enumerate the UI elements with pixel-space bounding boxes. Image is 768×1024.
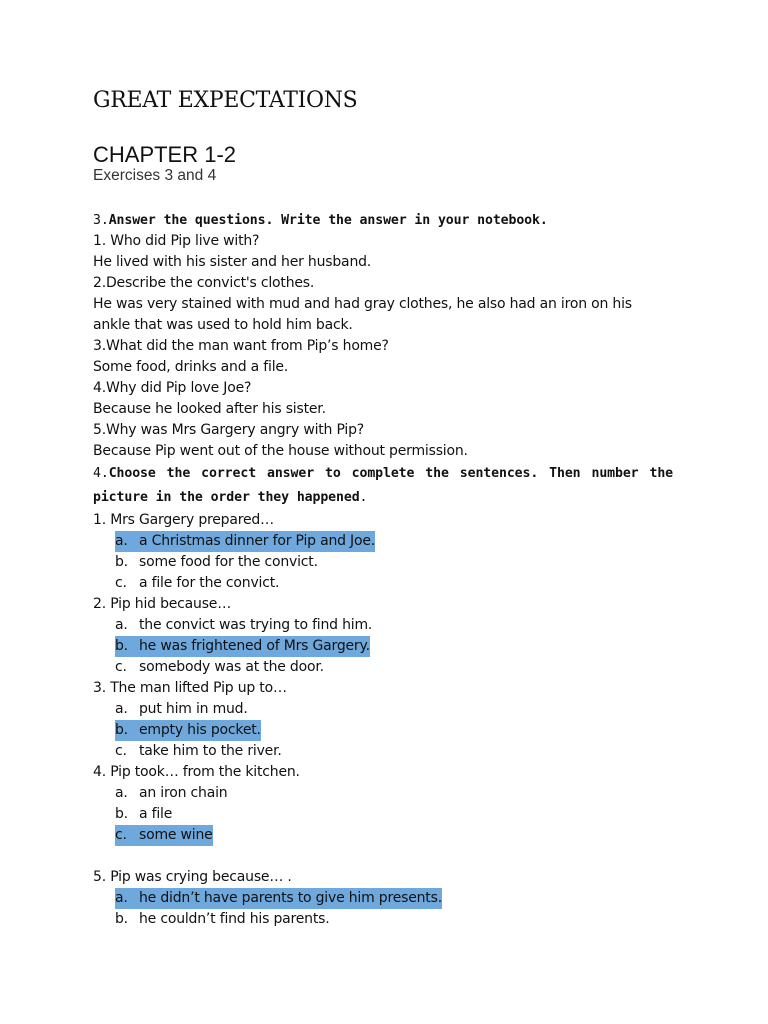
exercise-3-number: 3. [93,213,109,228]
mc-question: 5. Pip was crying because… . [93,869,292,885]
exercise-4-instruction-tail: . Then number the picture in the order they happened [93,466,673,505]
document-page [93,86,673,930]
option-text: some wine [139,827,213,843]
exercise-4-heading [93,462,673,510]
option-item-selected [93,888,673,909]
option-letter: a. [115,785,128,801]
option-text: a file [139,806,173,822]
option-item-selected [93,825,673,846]
option-text: he didn’t have parents to give him presents. [139,890,442,906]
option-text: a Christmas dinner for Pip and Joe. [139,533,376,549]
option-letter: a. [115,617,128,633]
document-title: GREAT EXPECTATIONS [93,88,358,113]
option-text: somebody was at the door. [139,659,324,675]
option-letter: c. [115,827,127,843]
option-item [93,741,673,762]
answer-line: Because he looked after his sister. [93,401,326,417]
exercise-4-number: 4. [93,466,109,481]
option-text: a file for the convict. [139,575,280,591]
exercise-4-questions [93,510,673,930]
option-letter: a. [115,533,128,549]
option-item-selected [93,531,673,552]
option-text: empty his pocket. [139,722,261,738]
option-text: the convict was trying to find him. [139,617,373,633]
option-letter: b. [115,638,128,654]
exercises-subtitle: Exercises 3 and 4 [93,167,217,184]
option-item [93,657,673,678]
option-text: some food for the convict. [139,554,318,570]
option-item [93,909,673,930]
option-letter: b. [115,806,128,822]
option-list [93,699,673,762]
answer-line: He was very stained with mud and had gray clothes, he also had an iron on his ankle that was used to hold him back. [93,296,632,333]
option-list [93,615,673,678]
answer-line: He lived with his sister and her husband. [93,254,372,270]
option-text: he was frightened of Mrs Gargery. [139,638,370,654]
chapter-heading: CHAPTER 1-2 [93,142,237,167]
option-item [93,552,673,573]
question-line: 2.Describe the convict's clothes. [93,275,315,291]
mc-question: 3. The man lifted Pip up to… [93,680,287,696]
option-item-selected [93,636,673,657]
option-letter: a. [115,890,128,906]
option-list [93,783,673,846]
option-letter: b. [115,722,128,738]
option-text: put him in mud. [139,701,248,717]
option-letter: b. [115,911,128,927]
option-list [93,531,673,594]
question-line: 4.Why did Pip love Joe? [93,380,252,396]
option-item-selected [93,720,673,741]
exercise-3-heading [93,210,673,231]
exercise-3-instruction: Answer the questions. Write the answer in your notebook. [108,213,548,228]
answer-line: Some food, drinks and a file. [93,359,289,375]
option-item [93,615,673,636]
mc-question: 4. Pip took… from the kitchen. [93,764,300,780]
option-letter: a. [115,701,128,717]
option-letter: c. [115,659,127,675]
question-line: 3.What did the man want from Pip’s home? [93,338,389,354]
option-list [93,888,673,930]
question-line: 1. Who did Pip live with? [93,233,260,249]
option-text: an iron chain [139,785,228,801]
question-line: 5.Why was Mrs Gargery angry with Pip? [93,422,365,438]
exercise-3-answers [93,231,673,462]
mc-question: 2. Pip hid because… [93,596,232,612]
option-item [93,804,673,825]
option-letter: c. [115,743,127,759]
option-item [93,783,673,804]
exercise-4-end: . [359,490,368,505]
option-text: he couldn’t find his parents. [139,911,330,927]
option-item [93,573,673,594]
mc-question: 1. Mrs Gargery prepared… [93,512,274,528]
option-item [93,699,673,720]
option-letter: b. [115,554,128,570]
option-text: take him to the river. [139,743,282,759]
exercise-4-instruction: Choose the correct answer to complete the sentences [108,466,531,481]
option-letter: c. [115,575,127,591]
answer-line: Because Pip went out of the house without permission. [93,443,468,459]
blank-line [93,846,673,867]
